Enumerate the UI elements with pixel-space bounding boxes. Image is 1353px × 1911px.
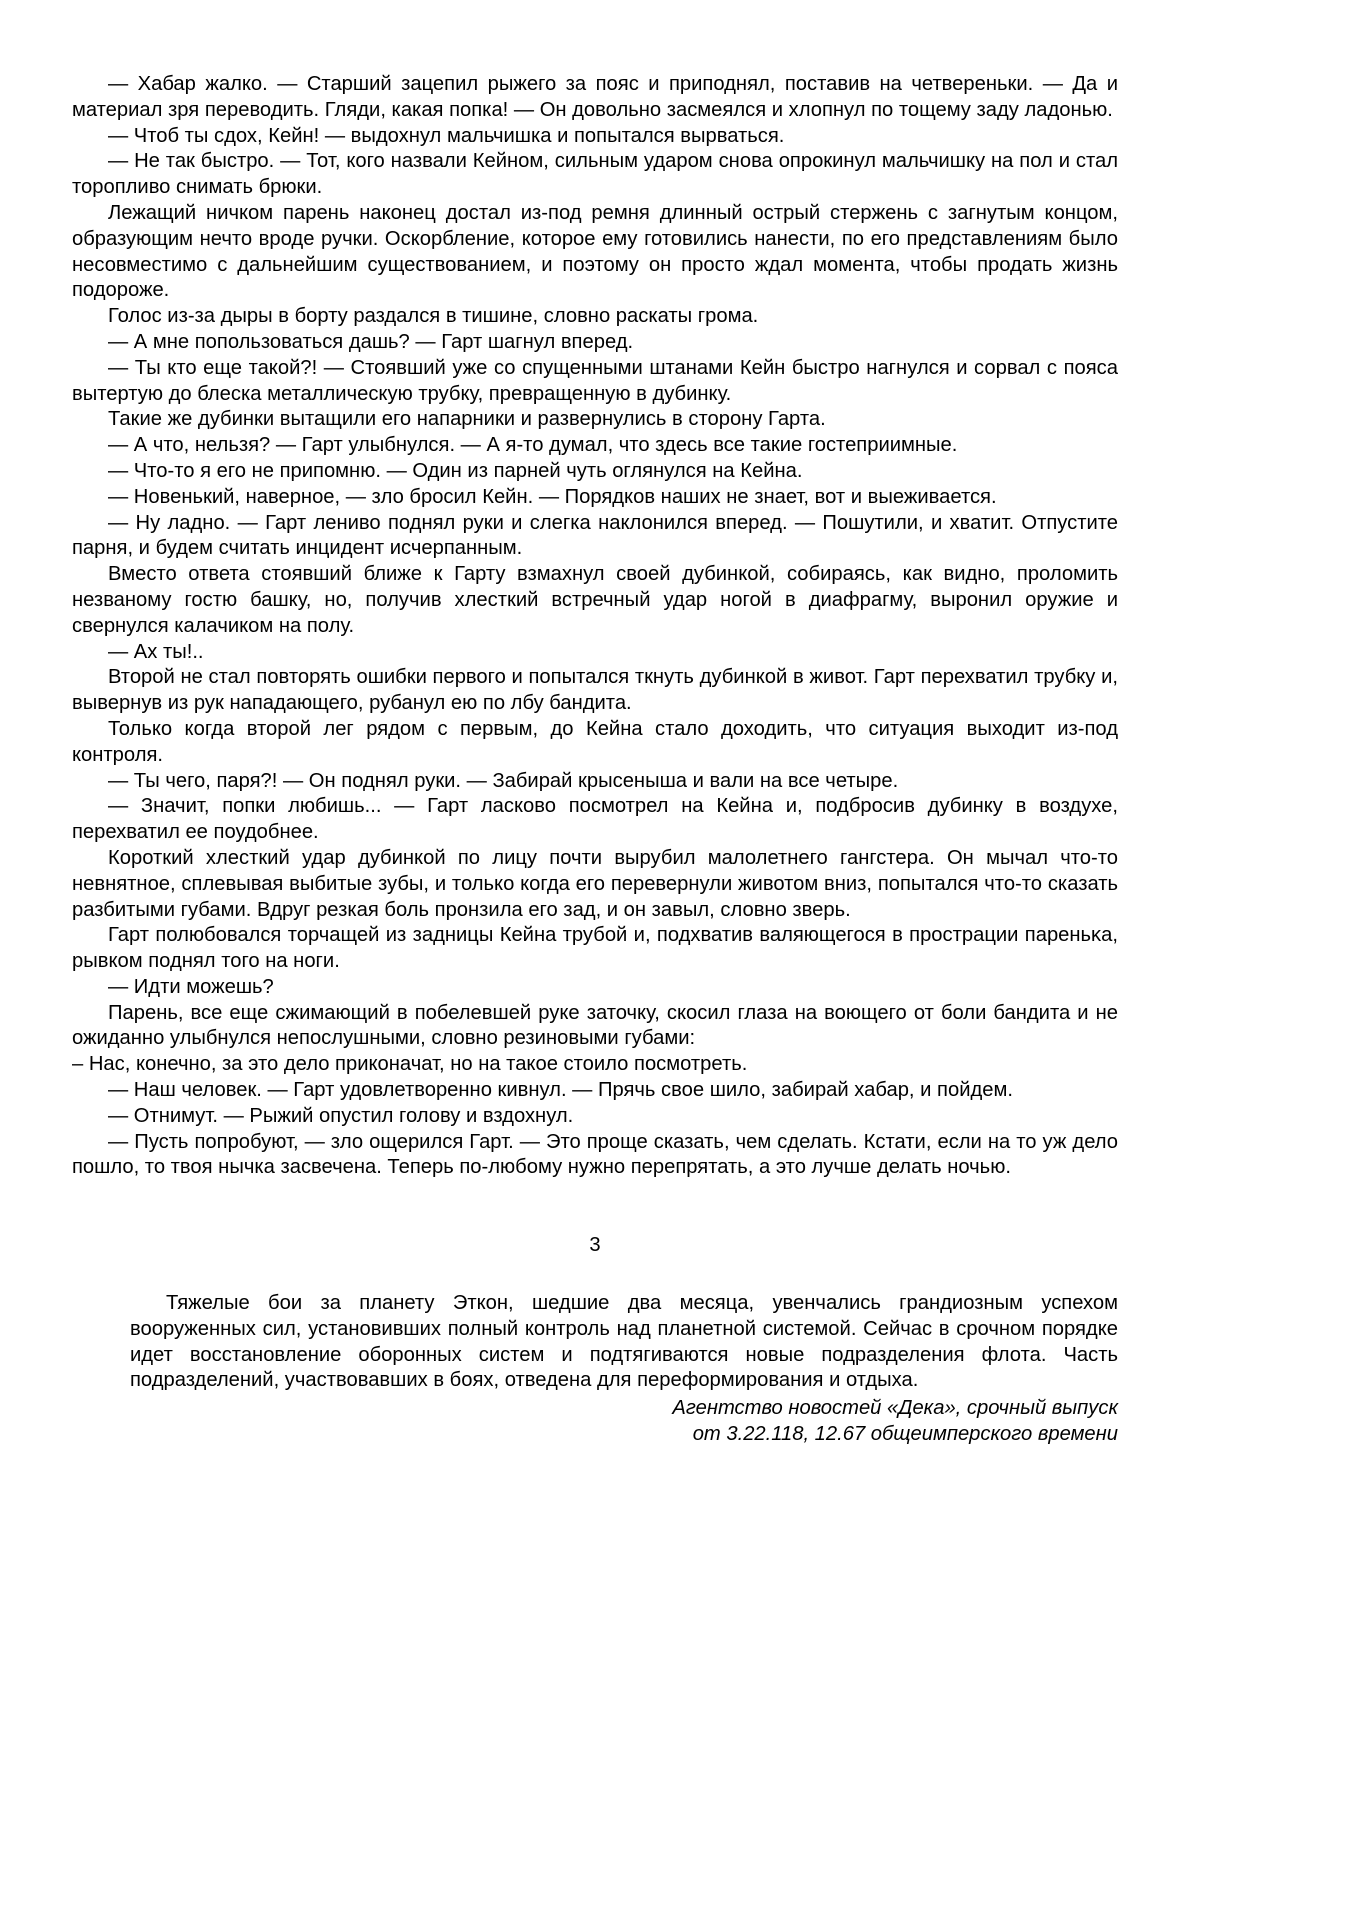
paragraph: — Ну ладно. — Гарт лениво поднял руки и слегка наклонился вперед. — Пошутили, и хватит. Отпустите парня, и будем считать инцидент исчерпанным. — [72, 511, 1118, 560]
paragraph: — Хабар жалко. — Старший зацепил рыжего за пояс и приподнял, поставив на четвереньки. — Да и материал зря переводить. Гляди, какая попка! — Он довольно засмеялся и хлопнул по тощему заду ладонью. — [72, 73, 1118, 121]
paragraph: — Значит, попки любишь... — Гарт ласково посмотрел на Кейна и, подбросив дубинку в воздухе, перехватил ее поудобнее. — [72, 795, 1118, 844]
chapter-number: 3 — [589, 1234, 601, 1257]
paragraph: — Не так быстро. — Тот, кого назвали Кейном, сильным ударом снова опрокинул мальчишку на пол и стал торопливо снимать брюки. — [72, 150, 1118, 199]
paragraph: — Отнимут. — Рыжий опустил голову и вздохнул. — [108, 1104, 574, 1127]
paragraph: Только когда второй лег рядом с первым, до Кейна стало доходить, что ситуация выходит из-под контроля. — [72, 717, 1118, 766]
paragraph: — А мне попользоваться дашь? — Гарт шагнул вперед. — [108, 330, 634, 353]
epigraph-text: Тяжелые бои за планету Эткон, шедшие два месяца, увенчались грандиозным успехом вооруженных сил, установивших полный контроль над планетной системой. Сейчас в срочном порядке идет восстановление оборонных систем и подтягиваются новые подразделения флота. Часть подразделений, участвовавших в боях, отведена для переформирования и отдыха. — [130, 1292, 1118, 1392]
epigraph-attribution — [130, 1396, 1118, 1448]
paragraph: — Идти можешь? — [108, 975, 274, 998]
paragraph: Вместо ответа стоявший ближе к Гарту взмахнул своей дубинкой, собираясь, как видно, проломить незваному гостю башку, но, получив хлесткий встречный удар ногой в диафрагму, выронил оружие и свернулся калачиком на полу. — [72, 563, 1118, 637]
paragraph: — Новенький, наверное, — зло бросил Кейн. — Порядков наших не знает, вот и выеживается. — [108, 485, 997, 508]
paragraph: — А что, нельзя? — Гарт улыбнулся. — А я-то думал, что здесь все такие гостеприимные. — [108, 434, 958, 457]
paragraph: — Ты кто еще такой?! — Стоявший уже со спущенными штанами Кейн быстро нагнулся и сорвал с пояса вытертую до блеска металлическую трубку, превращенную в дубинку. — [72, 356, 1118, 405]
paragraph: Второй не стал повторять ошибки первого и попытался ткнуть дубинкой в живот. Гарт перехватил трубку и, вывернув из рук нападающего, рубанул ею по лбу бандита. — [72, 666, 1118, 715]
paragraph: – Нас, конечно, за это дело приконачат, но на такое стоило посмотреть. — [72, 1053, 748, 1076]
paragraph: — Чтоб ты сдох, Кейн! — выдохнул мальчишка и попытался вырваться. — [108, 124, 785, 147]
paragraph: — Пусть попробуют, — зло ощерился Гарт. — Это проще сказать, чем сделать. Кстати, если на то уж дело пошло, то твоя нычка засвечена. Теперь по-любому нужно перепрятать, а это лучше делать ночью. — [72, 1130, 1118, 1179]
paragraph: Голос из-за дыры в борту раздался в тишине, словно раскаты грома. — [108, 305, 759, 328]
paragraph: — Ах ты!.. — [108, 640, 204, 663]
paragraph: Такие же дубинки вытащили его напарники и развернулись в сторону Гарта. — [108, 408, 826, 431]
document-page — [72, 72, 1118, 1448]
epigraph — [130, 1291, 1118, 1448]
paragraph: — Ты чего, паря?! — Он поднял руки. — Забирай крысеныша и вали на все четыре. — [108, 769, 899, 792]
paragraph: Короткий хлесткий удар дубинкой по лицу почти вырубил малолетнего гангстера. Он мычал что-то невнятное, сплевывая выбитые зубы, и только когда его перевернули животом вниз, попытался что-то сказать разбитыми губами. Вдруг резкая боль пронзила его зад, и он завыл, словно зверь. — [72, 846, 1118, 921]
paragraph: Лежащий ничком парень наконец достал из-под ремня длинный острый стержень с загнутым концом, образующим нечто вроде ручки. Оскорбление, которое ему готовились нанести, по его представлениям было несовместимо с дальнейшим существованием, и поэтому он просто ждал момента, чтобы продать жизнь подороже. — [72, 201, 1118, 302]
story-text — [72, 72, 1118, 1181]
paragraph: — Наш человек. — Гарт удовлетворенно кивнул. — Прячь свое шило, забирай хабар, и пойдем. — [108, 1079, 1013, 1102]
paragraph: Парень, все еще сжимающий в побелевшей руке заточку, скосил глаза на воющего от боли бандита и не ожиданно улыбнулся непослушными, словно резиновыми губами: — [72, 1001, 1118, 1050]
paragraph: — Что-то я его не припомню. — Один из парней чуть оглянулся на Кейна. — [108, 459, 803, 482]
attribution-line: Агентство новостей «Дека», срочный выпуск — [672, 1397, 1118, 1420]
paragraph: Гарт полюбовался торчащей из задницы Кейна трубой и, подхватив валяющегося в прострации пареньκа, рывком поднял того на ноги. — [72, 924, 1118, 973]
attribution-line: от 3.22.118, 12.67 общеимперского времени — [692, 1423, 1118, 1446]
